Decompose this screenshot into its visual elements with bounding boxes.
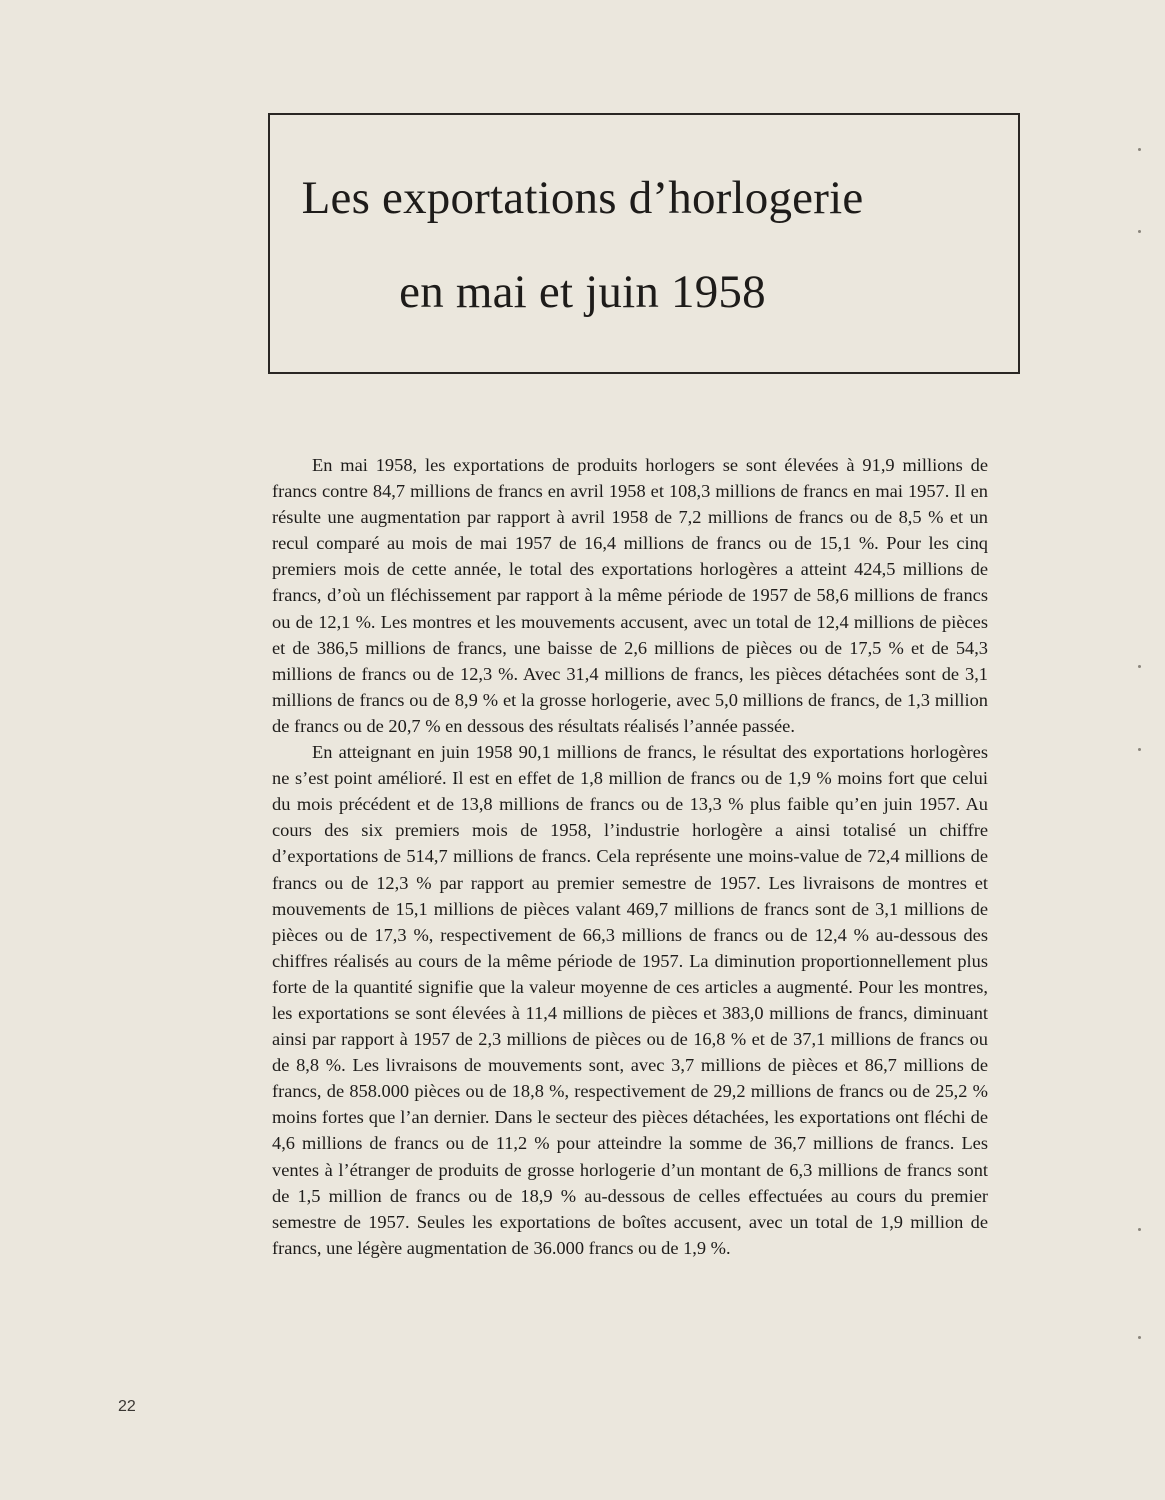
paragraph-1: En mai 1958, les exportations de produits horlogers se sont élevées à 91,9 millions de francs contre 84,7 millions de francs en avril 1958 et 108,3 millions de francs en mai 1957. Il en résulte une augmentation par rapport à avril 1958 de 7,2 millions de francs ou de 8,5 % et un recul comparé au mois de mai 1957 de 16,4 millions de francs ou de 15,1 %. Pour les cinq premiers mois de cette année, le total des exportations horlogères a atteint 424,5 millions de francs, d’où un fléchissement par rapport à la même période de 1957 de 58,6 millions de francs ou de 12,1 %. Les montres et les mouvements accusent, avec un total de 12,4 millions de pièces et de 386,5 millions de francs, une baisse de 2,6 millions de pièces ou de 17,5 % et de 54,3 millions de francs ou de 12,3 %. Avec 31,4 millions de francs, les pièces détachées sont de 3,1 millions de francs ou de 8,9 % et la grosse horlogerie, avec 5,0 millions de francs, de 1,3 million de francs ou de 20,7 % en dessous des résultats réalisés l’année passée. [272,455,988,736]
margin-mark [1138,748,1141,751]
margin-mark [1138,1228,1141,1231]
page-number: 22 [118,1398,136,1415]
margin-mark [1138,1336,1141,1339]
article-body [272,452,988,1261]
margin-mark [1138,665,1141,668]
paragraph-2: En atteignant en juin 1958 90,1 millions de francs, le résultat des exportations horlogères ne s’est point amélioré. Il est en effet de 1,8 million de francs ou de 1,9 % moins fort que celui du mois précédent et de 13,8 millions de francs ou de 13,3 % plus faible qu’en juin 1957. Au cours des six premiers mois de 1958, l’industrie horlogère a ainsi totalisé un chiffre d’exportations de 514,7 millions de francs. Cela représente une moins-value de 72,4 millions de francs ou de 12,3 % par rapport au premier semestre de 1957. Les livraisons de montres et mouvements de 15,1 millions de pièces valant 469,7 millions de francs sont de 3,1 millions de pièces ou de 17,3 %, respectivement de 66,3 millions de francs ou de 12,4 % au-dessous des chiffres réalisés au cours de la même période de 1957. La diminution proportionnellement plus forte de la quantité signifie que la valeur moyenne de ces articles a augmenté. Pour les montres, les exportations se sont élevées à 11,4 millions de pièces et 383,0 millions de francs, diminuant ainsi par rapport à 1957 de 2,3 millions de pièces ou de 16,8 % et de 37,1 millions de francs ou de 8,8 %. Les livraisons de mouvements sont, avec 3,7 millions de pièces et 86,7 millions de francs, de 858.000 pièces ou de 18,8 %, respectivement de 29,2 millions de francs ou de 25,2 % moins fortes que l’an dernier. Dans le secteur des pièces détachées, les exportations ont fléchi de 4,6 millions de francs ou de 11,2 % pour atteindre la somme de 36,7 millions de francs. Les ventes à l’étranger de produits de grosse horlogerie d’un montant de 6,3 millions de francs sont de 1,5 million de francs ou de 18,9 % au-dessous de celles effectuées au cours du premier semestre de 1957. Seules les exportations de boîtes accusent, avec un total de 1,9 million de francs, une légère augmentation de 36.000 francs ou de 1,9 %. [272,742,988,1258]
margin-mark [1138,230,1141,233]
margin-mark [1138,148,1141,151]
title-line-1: Les exportations d’horlogerie [301,172,864,224]
title-line-2: en mai et juin 1958 [399,266,766,318]
title-frame [268,113,1020,374]
